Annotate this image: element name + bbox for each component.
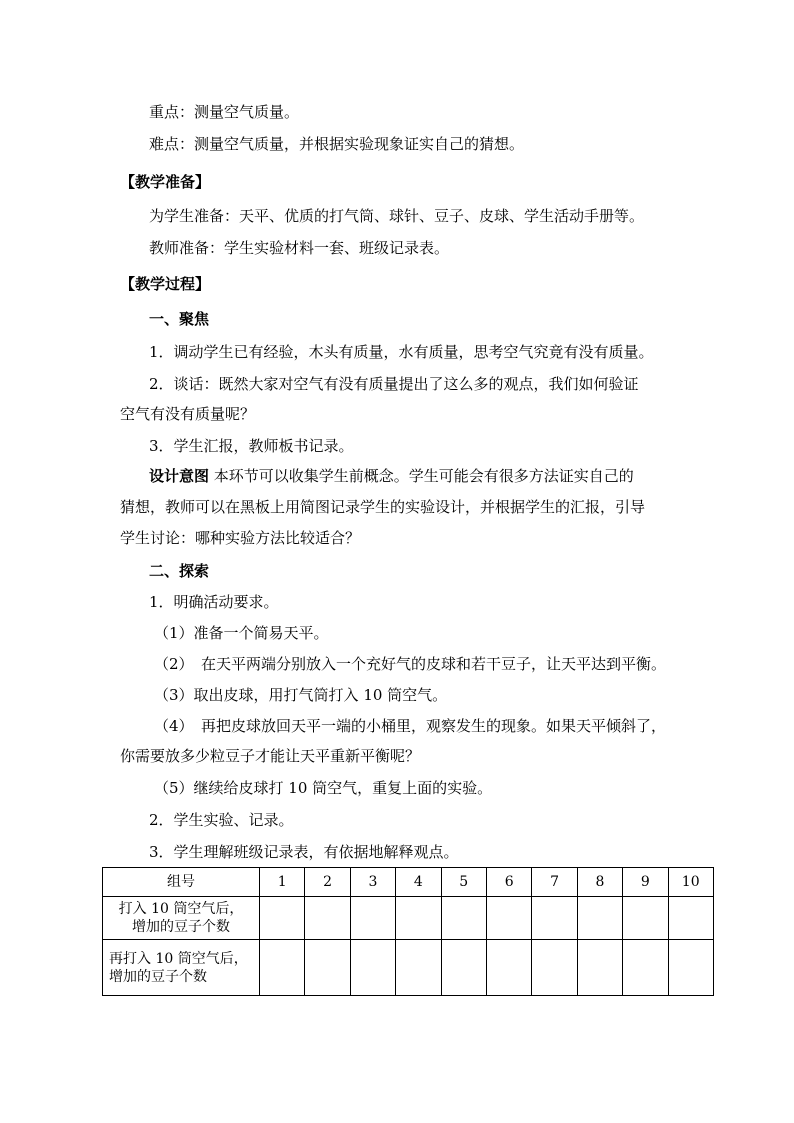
row-label-line: 增加的豆子个数 — [132, 919, 230, 935]
group-number-cell: 7 — [532, 868, 577, 897]
explore-item-2: 2．学生实验、记录。 — [149, 811, 294, 829]
focus-item-2-line2: 空气有没有质量呢？ — [120, 405, 256, 423]
explore-subitem-3: （3）取出皮球，用打气筒打入 10 筒空气。 — [154, 686, 448, 704]
empty-cell[interactable] — [577, 897, 622, 940]
group-number-cell: 1 — [260, 868, 305, 897]
empty-cell[interactable] — [305, 940, 350, 996]
empty-cell[interactable] — [623, 940, 668, 996]
explore-subitem-1: （1）准备一个简易天平。 — [154, 624, 329, 642]
group-number-cell: 2 — [305, 868, 350, 897]
empty-cell[interactable] — [260, 940, 305, 996]
row-label-line: 增加的豆子个数 — [109, 968, 207, 985]
group-number-header: 组号 — [103, 868, 260, 897]
group-number-cell: 3 — [350, 868, 395, 897]
empty-cell[interactable] — [441, 897, 486, 940]
empty-cell[interactable] — [350, 940, 395, 996]
empty-cell[interactable] — [668, 897, 713, 940]
design-intent-line1 — [149, 466, 634, 486]
row-label-line: 打入 10 筒空气后， — [118, 901, 244, 917]
key-point-text: 重点：测量空气质量。 — [149, 103, 300, 121]
design-intent-text: 本环节可以收集学生前概念。学生可能会有很多方法证实自己的 — [209, 467, 634, 485]
explore-subitem-4-line2: 你需要放多少粒豆子才能让天平重新平衡呢？ — [120, 747, 421, 765]
empty-cell[interactable] — [532, 897, 577, 940]
empty-cell[interactable] — [577, 940, 622, 996]
focus-item-3: 3．学生汇报，教师板书记录。 — [149, 437, 354, 455]
empty-cell[interactable] — [350, 897, 395, 940]
focus-heading: 一、聚焦 — [149, 310, 210, 328]
design-intent-label: 设计意图 — [149, 467, 210, 485]
group-number-cell: 9 — [623, 868, 668, 897]
empty-cell[interactable] — [668, 940, 713, 996]
group-number-cell: 4 — [396, 868, 441, 897]
focus-item-2-line1: 2．谈话：既然大家对空气有没有质量提出了这么多的观点，我们如何验证 — [149, 375, 639, 393]
class-record-table — [102, 867, 714, 996]
row-label-first-pump — [103, 897, 260, 940]
explore-subitem-5: （5）继续给皮球打 10 筒空气，重复上面的实验。 — [154, 779, 493, 797]
empty-cell[interactable] — [305, 897, 350, 940]
explore-subitem-2: （2） 在天平两端分别放入一个充好气的皮球和若干豆子，让天平达到平衡。 — [154, 655, 667, 673]
difficult-point-text: 难点：测量空气质量，并根据实验现象证实自己的猜想。 — [149, 135, 525, 153]
empty-cell[interactable] — [532, 940, 577, 996]
group-number-cell: 10 — [668, 868, 713, 897]
table-header-row — [103, 868, 714, 897]
empty-cell[interactable] — [486, 897, 531, 940]
explore-item-1: 1．明确活动要求。 — [149, 593, 279, 611]
explore-subitem-4-line1: （4） 再把皮球放回天平一端的小桶里，观察发生的现象。如果天平倾斜了， — [154, 717, 667, 735]
group-number-cell: 6 — [486, 868, 531, 897]
design-intent-line3: 学生讨论：哪种实验方法比较适合？ — [120, 529, 361, 547]
explore-heading: 二、探索 — [149, 562, 210, 580]
explore-item-3: 3．学生理解班级记录表，有依据地解释观点。 — [149, 843, 459, 861]
empty-cell[interactable] — [396, 940, 441, 996]
prep-heading: 【教学准备】 — [120, 173, 211, 191]
table-row — [103, 897, 714, 940]
design-intent-line2: 猜想，教师可以在黑板上用简图记录学生的实验设计，并根据学生的汇报，引导 — [120, 498, 646, 516]
group-number-cell: 5 — [441, 868, 486, 897]
row-label-line: 再打入 10 筒空气后， — [109, 950, 248, 967]
prep-teacher-text: 教师准备：学生实验材料一套、班级记录表。 — [149, 239, 450, 257]
empty-cell[interactable] — [441, 940, 486, 996]
group-number-cell: 8 — [577, 868, 622, 897]
empty-cell[interactable] — [396, 897, 441, 940]
prep-students-text: 为学生准备：天平、优质的打气筒、球针、豆子、皮球、学生活动手册等。 — [149, 207, 645, 225]
empty-cell[interactable] — [260, 897, 305, 940]
focus-item-1: 1．调动学生已有经验，木头有质量，水有质量，思考空气究竟有没有质量。 — [149, 343, 654, 361]
empty-cell[interactable] — [623, 897, 668, 940]
table-row — [103, 940, 714, 996]
empty-cell[interactable] — [486, 940, 531, 996]
row-label-second-pump — [103, 940, 260, 996]
process-heading: 【教学过程】 — [120, 275, 211, 293]
